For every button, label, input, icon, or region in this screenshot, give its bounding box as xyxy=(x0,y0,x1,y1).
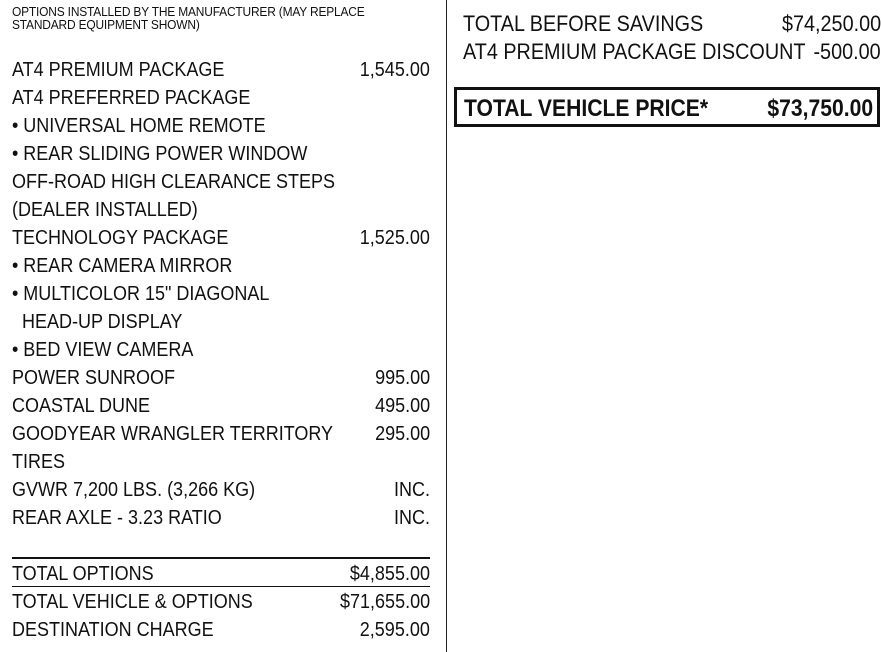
option-row xyxy=(12,392,430,420)
option-bullet-label: • UNIVERSAL HOME REMOTE xyxy=(12,115,266,137)
option-bullet-label: • REAR SLIDING POWER WINDOW xyxy=(12,143,308,165)
option-bullet-label: • BED VIEW CAMERA xyxy=(12,339,194,361)
option-row xyxy=(12,168,430,196)
option-label: POWER SUNROOF xyxy=(12,367,176,389)
option-label: AT4 PREMIUM PACKAGE xyxy=(12,59,225,81)
total-options-label: TOTAL OPTIONS xyxy=(12,563,154,585)
total-before-savings-row xyxy=(463,9,881,39)
option-price: 1,525.00 xyxy=(359,227,430,249)
option-row xyxy=(12,504,430,532)
option-price: 995.00 xyxy=(374,367,430,389)
option-price: 1,545.00 xyxy=(359,59,430,81)
option-label: OFF-ROAD HIGH CLEARANCE STEPS xyxy=(12,171,336,193)
option-row xyxy=(12,476,430,504)
option-row xyxy=(12,196,430,224)
total-vehicle-price-label: TOTAL VEHICLE PRICE* xyxy=(464,95,709,122)
column-divider xyxy=(446,0,447,652)
total-vehicle-price-box xyxy=(454,87,880,127)
option-label: (DEALER INSTALLED) xyxy=(12,199,198,221)
option-row xyxy=(12,280,430,308)
total-vehicle-price-value: $73,750.00 xyxy=(767,95,873,122)
destination-charge-row xyxy=(12,616,430,644)
option-row xyxy=(12,112,430,140)
option-row xyxy=(12,364,430,392)
destination-charge-label: DESTINATION CHARGE xyxy=(12,619,214,641)
total-vehicle-options-value: $71,655.00 xyxy=(339,591,430,613)
option-row xyxy=(12,56,430,84)
option-label: TECHNOLOGY PACKAGE xyxy=(12,227,229,249)
option-label: GOODYEAR WRANGLER TERRITORY xyxy=(12,423,334,445)
total-vehicle-options-label: TOTAL VEHICLE & OPTIONS xyxy=(12,591,253,613)
option-row xyxy=(12,140,430,168)
header-note-line-2: STANDARD EQUIPMENT SHOWN) xyxy=(12,17,200,32)
option-continuation-label: HEAD-UP DISPLAY xyxy=(22,311,183,333)
option-price: 495.00 xyxy=(374,395,430,417)
option-row xyxy=(12,252,430,280)
totals-top-rule xyxy=(12,557,430,559)
option-row xyxy=(12,336,430,364)
option-price: INC. xyxy=(394,479,430,501)
option-row xyxy=(12,308,430,336)
option-bullet-label: • MULTICOLOR 15" DIAGONAL xyxy=(12,283,270,305)
options-header-note xyxy=(12,5,397,31)
total-options-value: $4,855.00 xyxy=(349,563,430,585)
option-row xyxy=(12,224,430,252)
option-row xyxy=(12,84,430,112)
option-row xyxy=(12,448,430,476)
option-price: INC. xyxy=(394,507,430,529)
total-before-savings-label: TOTAL BEFORE SAVINGS xyxy=(463,11,704,36)
option-label: AT4 PREFERRED PACKAGE xyxy=(12,87,251,109)
package-discount-value: -500.00 xyxy=(813,39,881,64)
header-note-line-1: OPTIONS INSTALLED BY THE MANUFACTURER (MAY REPLACE xyxy=(12,4,365,19)
option-label: GVWR 7,200 LBS. (3,266 KG) xyxy=(12,479,256,501)
option-label: TIRES xyxy=(12,451,66,473)
option-price: 295.00 xyxy=(374,423,430,445)
package-discount-row xyxy=(463,37,881,67)
option-row xyxy=(12,420,430,448)
option-label: REAR AXLE - 3.23 RATIO xyxy=(12,507,222,529)
package-discount-label: AT4 PREMIUM PACKAGE DISCOUNT xyxy=(463,39,806,64)
option-bullet-label: • REAR CAMERA MIRROR xyxy=(12,255,233,277)
total-vehicle-options-row xyxy=(12,588,430,616)
total-options-rule xyxy=(12,586,430,587)
total-options-row xyxy=(12,560,430,588)
destination-charge-value: 2,595.00 xyxy=(359,619,430,641)
option-label: COASTAL DUNE xyxy=(12,395,151,417)
total-before-savings-value: $74,250.00 xyxy=(781,11,881,36)
